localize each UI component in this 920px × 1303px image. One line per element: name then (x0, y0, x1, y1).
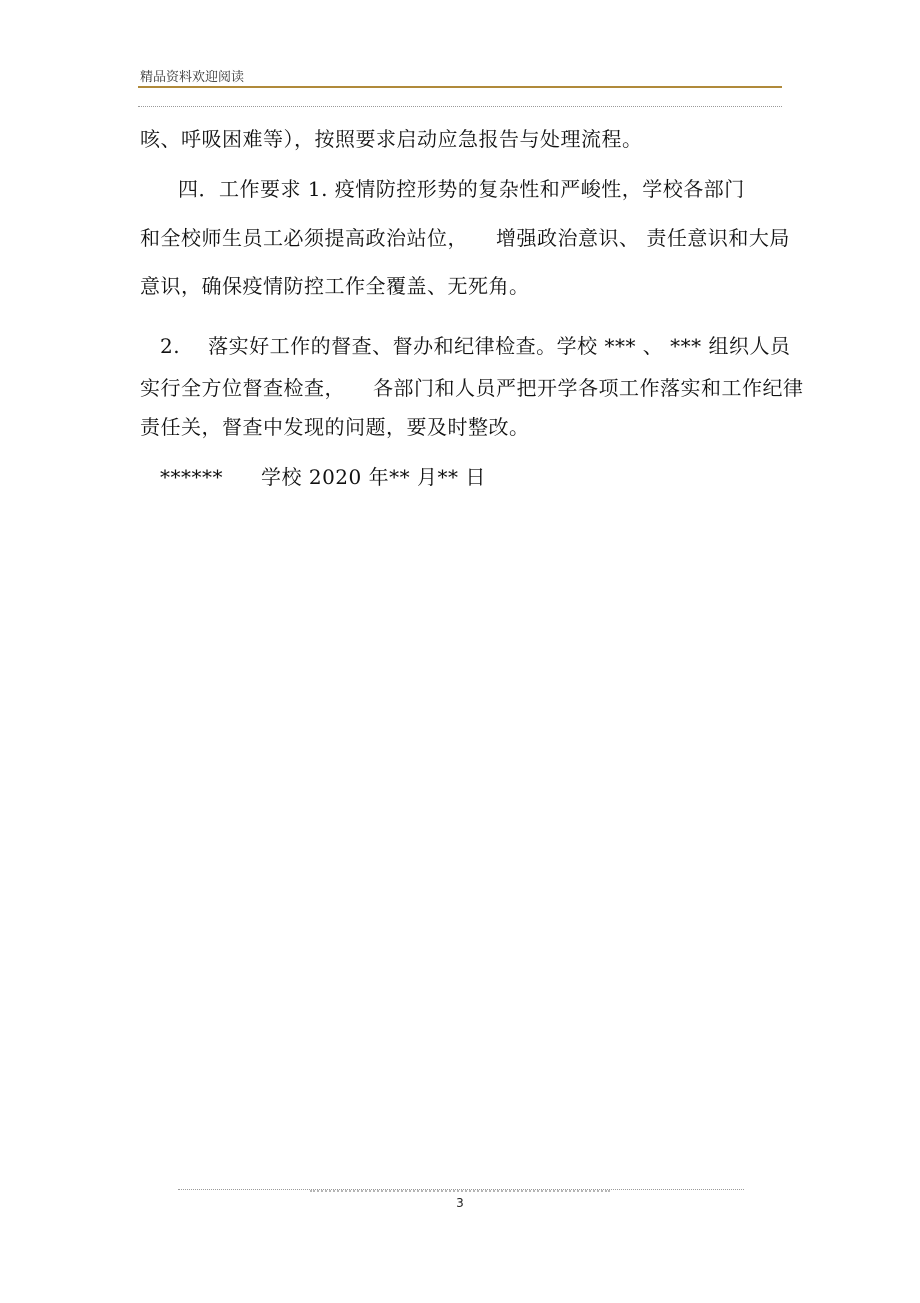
paragraph-line (140, 225, 790, 251)
signature-date: 学校 2020 年** 月** 日 (261, 465, 486, 489)
header-dotted-rule (138, 106, 782, 107)
header-text: 精品资料欢迎阅读 (140, 70, 245, 85)
text-segment: 增强政治意识、 责任意识和大局 (496, 226, 790, 250)
header-rule (138, 86, 782, 88)
paragraph-line: 责任关，督查中发现的问题，要及时整改。 (140, 415, 530, 439)
list-number: 2. (160, 334, 181, 358)
paragraph-line (140, 375, 804, 401)
signature-line (160, 464, 486, 490)
signature-placeholder: ****** (160, 465, 223, 489)
paragraph-line: 咳、呼吸困难等），按照要求启动应急报告与处理流程。 (140, 127, 643, 151)
footer-rule-accent (310, 1190, 610, 1192)
text-segment: 各部门和人员严把开学各项工作落实和工作纪律 (373, 376, 804, 400)
page-number: 3 (456, 1196, 464, 1210)
text-segment: 实行全方位督查检查， (140, 376, 345, 400)
paragraph-line: 意识，确保疫情防控工作全覆盖、无死角。 (140, 274, 530, 298)
text-segment: 和全校师生员工必须提高政治站位， (140, 226, 468, 250)
text-segment: 落实好工作的督查、督办和纪律检查。学校 *** 、 *** 组织人员 (208, 334, 791, 358)
section-heading-line: 四．工作要求 1. 疫情防控形势的复杂性和严峻性，学校各部门 (178, 177, 745, 201)
list-item-line (160, 333, 791, 359)
